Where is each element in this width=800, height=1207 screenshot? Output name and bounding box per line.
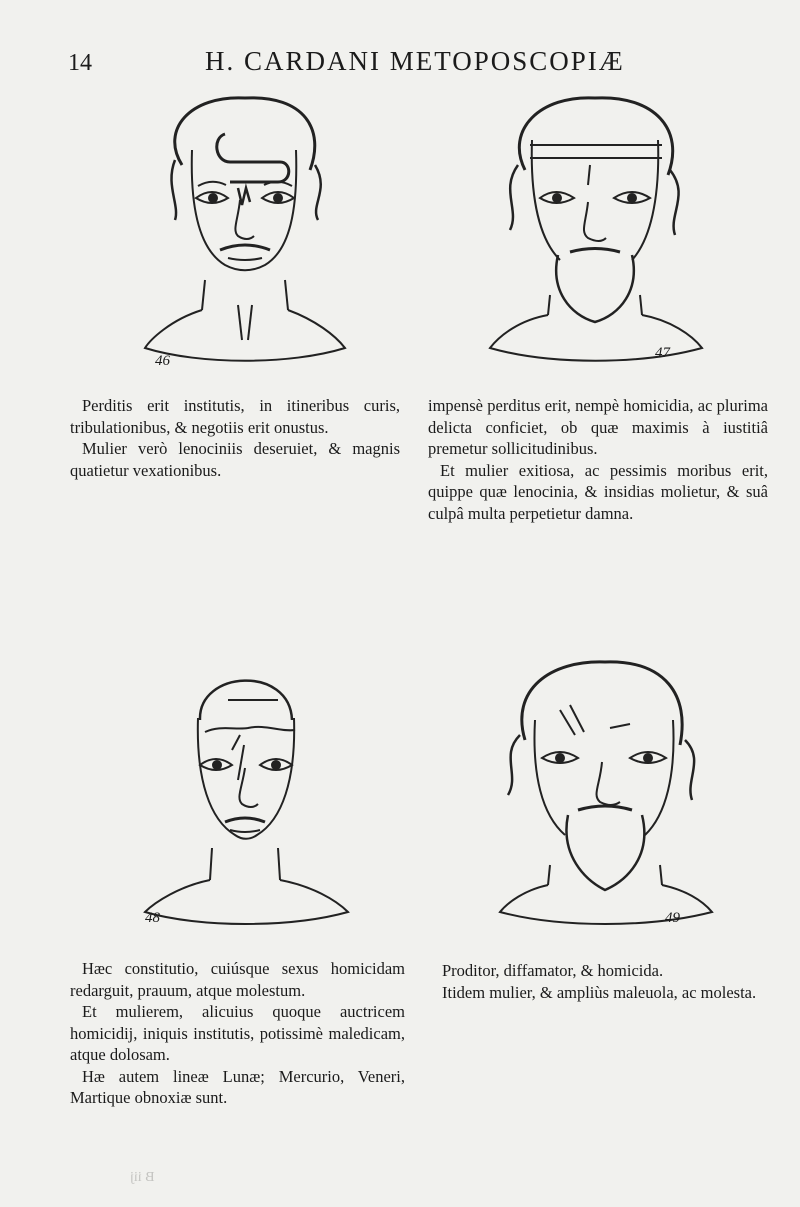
caption-47-line-2: Et mulier exitiosa, ac pessimis moribus erit, quippe quæ lenocinia, & insidias molietur, & suâ culpâ multa perpetietur damna. — [428, 460, 768, 523]
figure-47-face — [470, 90, 720, 370]
caption-48-line-3: Hæ autem lineæ Lunæ; Mercurio, Veneri, Martique obnoxiæ sunt. — [70, 1066, 405, 1107]
page-header — [0, 44, 800, 84]
figure-48-face — [120, 650, 370, 930]
caption-47 — [428, 395, 768, 524]
running-title: H. CARDANI METOPOSCOPIÆ — [205, 46, 625, 76]
signature-mark: B iij — [130, 1170, 155, 1185]
figure-46-number: 46 — [155, 353, 170, 369]
caption-48-line-1: Hæc constitutio, cuiúsque sexus homicidam redarguit, prauum, atque molestum. — [70, 959, 405, 1000]
figure-47-number: 47 — [655, 345, 670, 361]
page-number: 14 — [68, 50, 92, 76]
figure-48-number: 48 — [145, 910, 160, 926]
caption-49-line-1: Proditor, diffamator, & homicida. — [442, 961, 664, 980]
caption-48-line-2: Et mulierem, alicuius quoque auctricem homicidij, iniquis institutis, potissimè maledicam, atque dolosam. — [70, 1002, 405, 1064]
caption-48 — [70, 958, 405, 1109]
figure-49-face — [480, 650, 730, 930]
caption-49-line-2: Itidem mulier, & ampliùs maleuola, ac molesta. — [442, 982, 757, 1002]
caption-47-line-1: impensè perditus erit, nempè homicidia, ac plurima delicta conficiet, ob quæ maximis à iustitiâ premetur sollicitudinibus. — [428, 396, 768, 458]
caption-46 — [70, 395, 400, 481]
caption-46-line-2: Mulier verò lenociniis deseruiet, & magnis quatietur vexationibus. — [70, 439, 400, 480]
caption-46-line-1: Perditis erit institutis, in itineribus curis, tribulationibus, & negotiis erit onustus. — [70, 396, 400, 437]
caption-49 — [430, 960, 765, 1003]
figure-49-number: 49 — [665, 910, 680, 926]
figure-46-face — [120, 90, 370, 370]
